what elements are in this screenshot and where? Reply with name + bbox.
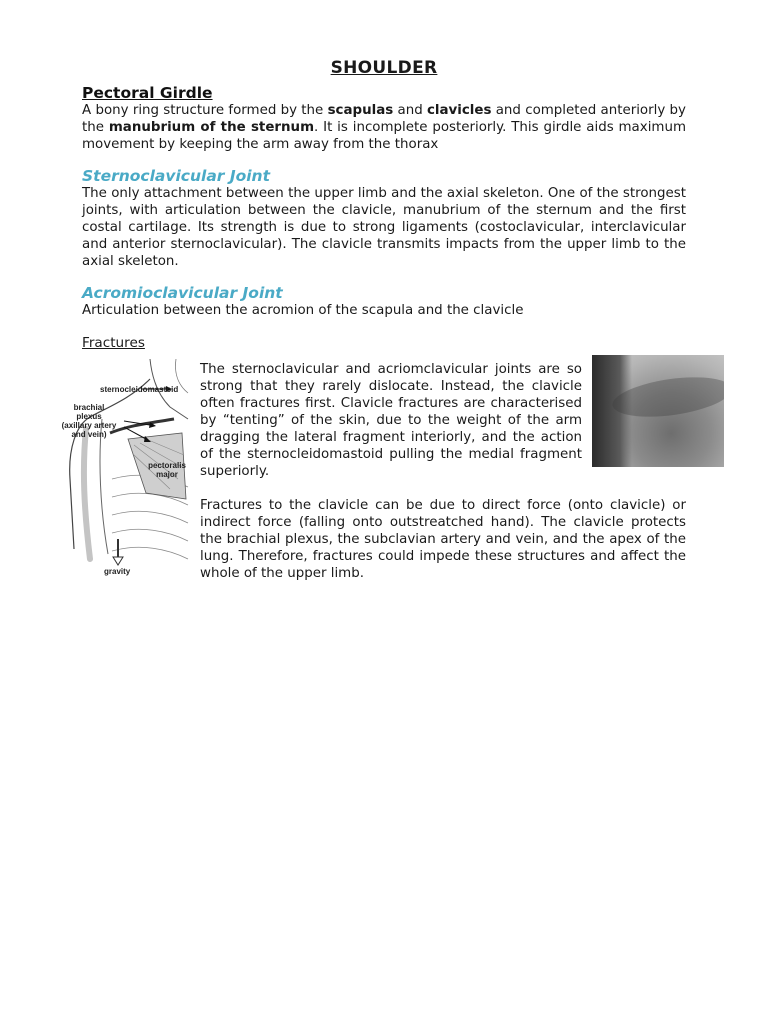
page-title: SHOULDER [330,58,438,78]
document-page [61,58,686,582]
label-gravity: gravity [104,567,131,576]
clavicle-fracture-photo [592,355,724,467]
heading-sternoclavicular-joint: Sternoclavicular Joint [82,167,270,185]
term-clavicles: clavicles [426,103,492,118]
heading-fractures: Fractures [82,335,145,351]
label-pectoralis-major: pectoralis major [148,461,186,479]
heading-acromioclavicular-joint: Acromioclavicular Joint [82,284,283,302]
fractures-paragraph-1: The sternoclavicular and acriomclavicular joints are so strong that they rarely dislocate. Instead, the clavicle often fractures first. Clavicle fractures are characterised by “tenting” of the skin, due to the weight of the arm dragging the lateral fragment interiorly, and the action of the sternocleidomastoid pulling the medial fragment superiorly. [200,362,582,479]
term-scapulas: scapulas [327,103,394,118]
shoulder-diagram-image [50,359,190,577]
term-manubrium: manubrium of the sternum [108,120,315,135]
label-sternocleidomastoid: sternocleidomastoid [100,385,179,394]
fractures-section [61,361,686,582]
fractures-paragraph-2: Fractures to the clavicle can be due to direct force (onto clavicle) or indirect force (falling onto outstreatched hand). The clavicle protects the brachial plexus, the subclavian artery and vein, and the apex of the lung. Therefore, fractures could impede these structures and affect the whole of the upper limb. [200,498,686,581]
heading-pectoral-girdle: Pectoral Girdle [82,84,213,102]
label-brachial-plexus: brachial plexus (axillary artery and vein) [61,403,117,439]
acromioclavicular-paragraph: Articulation between the acromion of the scapula and the clavicle [82,303,524,318]
sternoclavicular-paragraph: The only attachment between the upper limb and the axial skeleton. One of the strongest joints, with articulation between the clavicle, manubrium of the sternum and the first costal cartilage. Its strength is due to strong ligaments (costoclavicular, interclavicular and anterior sternoclavicular). The clavicle transmits impacts from the upper limb to the axial skeleton. [82,186,686,269]
pectoral-paragraph: A bony ring structure formed by the scapulas and clavicles and completed anteriorly by the manubrium of the sternum. It is incomplete posteriorly. This girdle aids maximum movement by keeping the arm away from the thorax [82,103,686,152]
